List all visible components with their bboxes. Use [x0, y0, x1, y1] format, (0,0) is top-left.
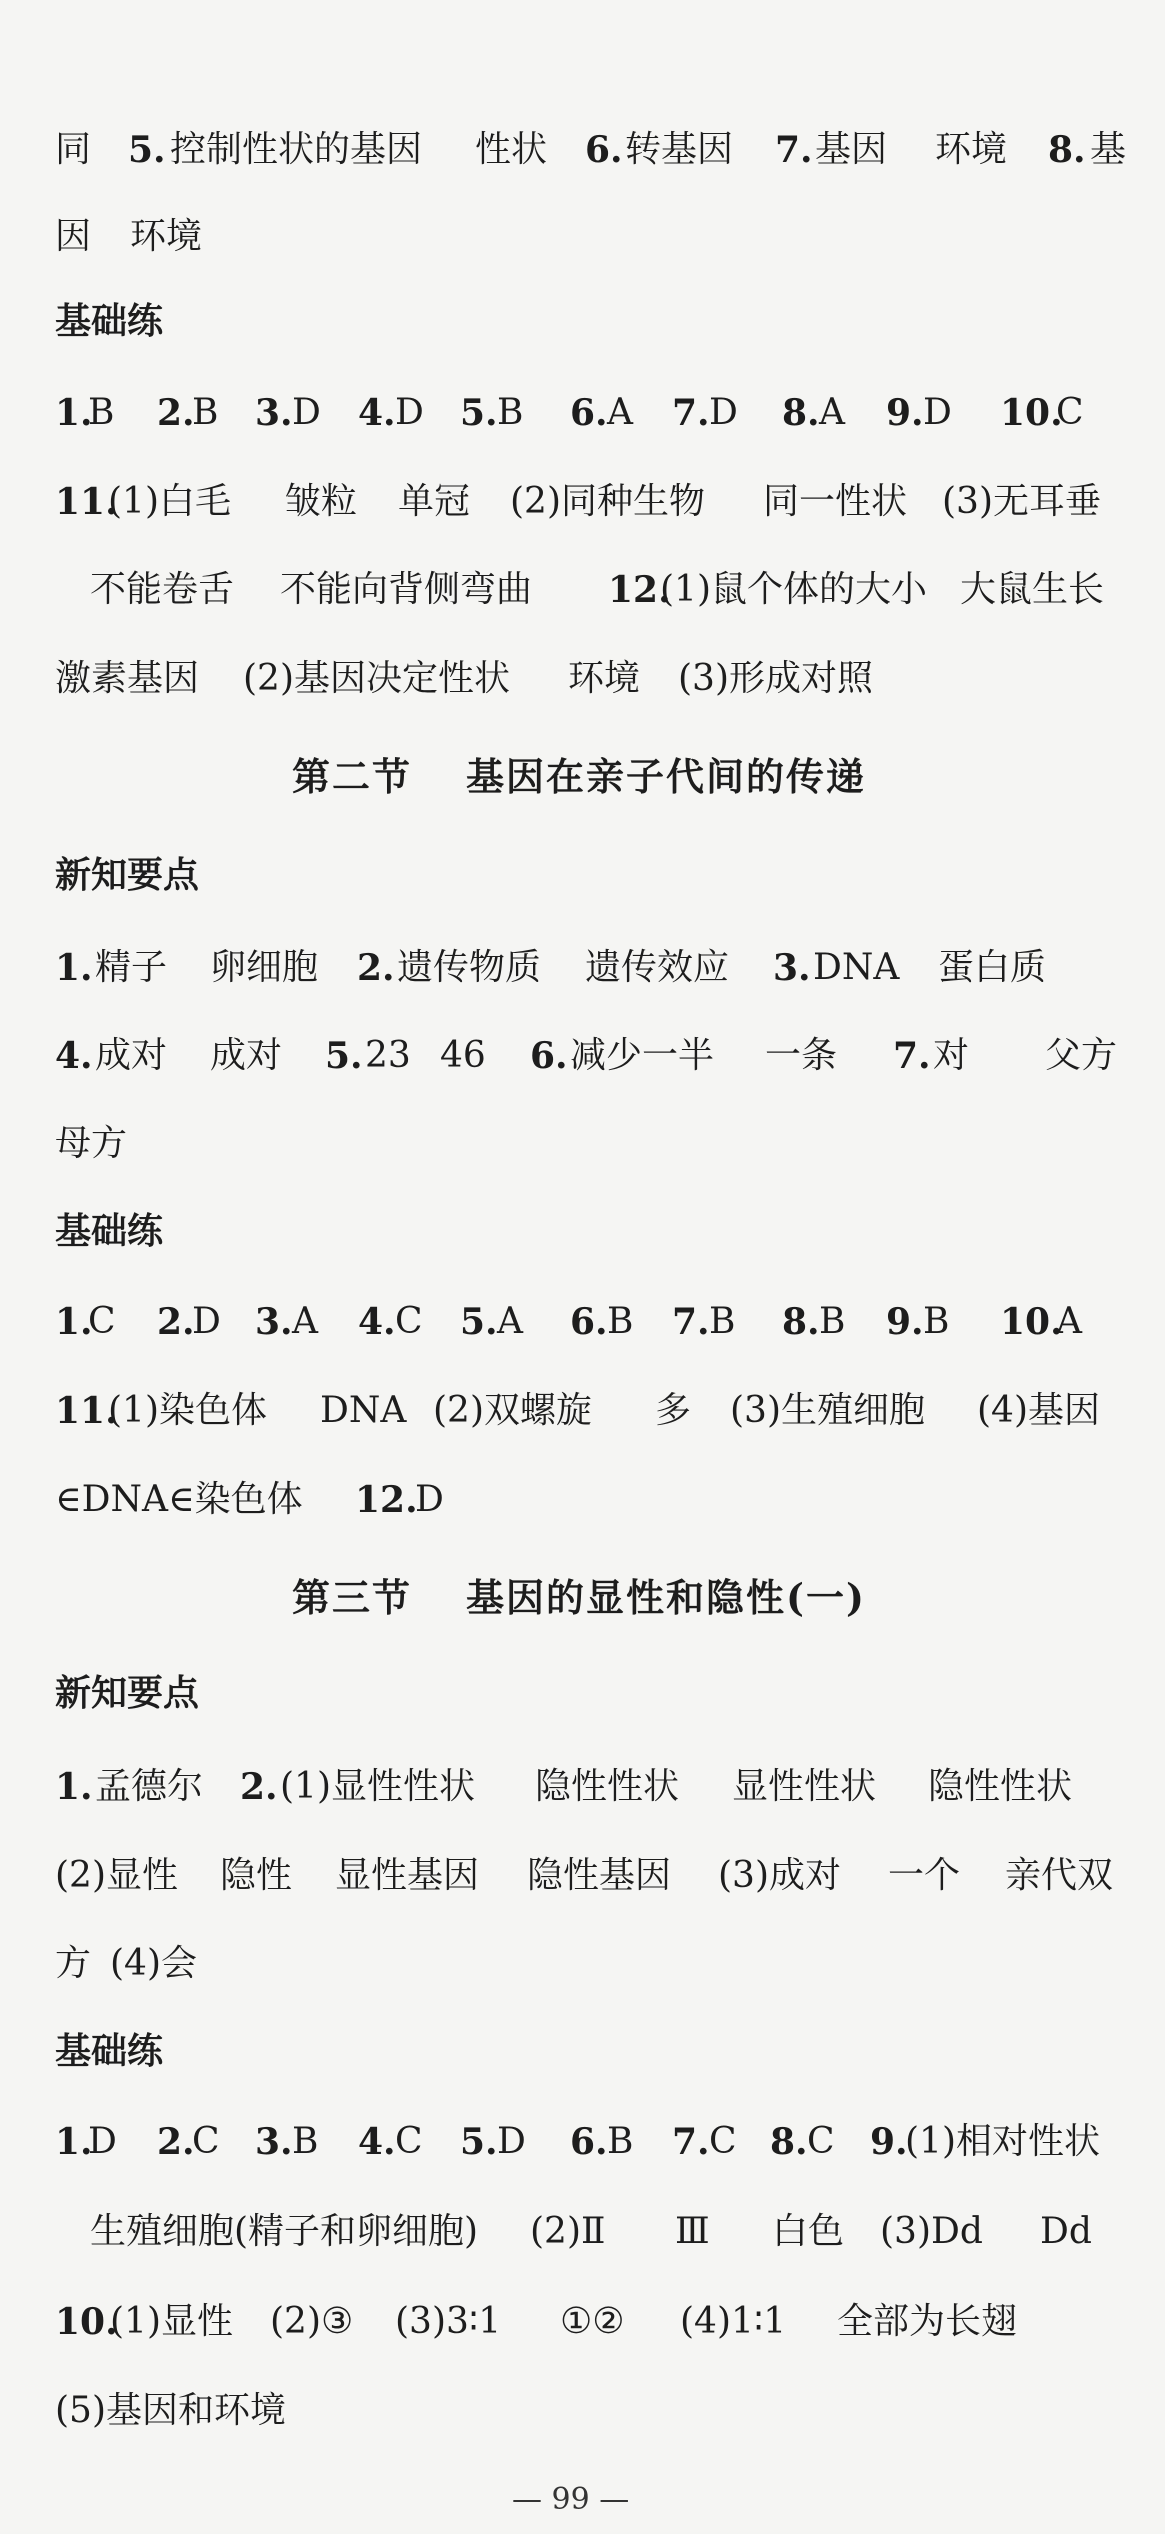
question-number: 2. — [357, 947, 395, 989]
answer-text: 对 — [933, 1035, 970, 1076]
answer-text: 环境 — [130, 216, 203, 257]
answer-text: B — [709, 1301, 736, 1342]
answer-text: (3)3∶1 — [395, 2301, 502, 2342]
answer-text: 母方 — [55, 1123, 128, 1164]
question-number: 3. — [255, 392, 293, 434]
question-number: 10. — [1000, 392, 1063, 434]
answer-text: 环境 — [935, 129, 1008, 170]
question-number: 8. — [1048, 129, 1086, 171]
answer-text: (2)同种生物 — [510, 481, 705, 522]
question-number: 8. — [782, 392, 820, 434]
answer-text: (3)无耳垂 — [942, 481, 1101, 522]
answer-text: Ⅲ — [675, 2211, 710, 2252]
question-number: 1. — [55, 2121, 93, 2163]
answer-text: (2)双螺旋 — [433, 1390, 592, 1431]
answer-text: B — [497, 392, 524, 433]
answer-text: (4)1∶1 — [680, 2301, 787, 2342]
question-number: 11. — [55, 1390, 118, 1432]
section-name: 基因在亲子代间的传递 — [466, 754, 867, 799]
question-number: 6. — [570, 1301, 608, 1343]
answer-text: (1)相对性状 — [905, 2121, 1100, 2162]
answer-text: 隐性 — [220, 1855, 293, 1896]
question-number: 9. — [886, 1301, 924, 1343]
section-title — [292, 1573, 412, 1623]
answer-text: (1)显性 — [110, 2301, 233, 2342]
answer-text: D — [709, 392, 738, 433]
question-number: 10. — [1000, 1301, 1063, 1343]
answer-text: B — [607, 1301, 634, 1342]
answer-text: 同一性状 — [763, 481, 908, 522]
answer-text: C — [709, 2121, 737, 2162]
section-subheading: 新知要点 — [55, 1673, 200, 1714]
answer-text: 显性基因 — [335, 1855, 480, 1896]
section-name: 基因的显性和隐性(一) — [466, 1575, 866, 1620]
answer-text: 同 — [55, 129, 92, 170]
question-number: 6. — [530, 1035, 568, 1077]
question-number: 5. — [460, 1301, 498, 1343]
answer-text: (5)基因和环境 — [55, 2390, 286, 2431]
answer-text: ①② — [560, 2301, 625, 2342]
answer-text: 46 — [440, 1035, 486, 1076]
question-number: 1. — [55, 392, 93, 434]
question-number: 10. — [55, 2301, 118, 2343]
answer-text: 方 — [55, 1943, 92, 1984]
question-number: 4. — [55, 1035, 93, 1077]
answer-text: 单冠 — [398, 481, 471, 522]
question-number: 5. — [325, 1035, 363, 1077]
question-number: 6. — [570, 2121, 608, 2163]
question-number: 4. — [358, 392, 396, 434]
question-number: 7. — [775, 129, 813, 171]
answer-text: 成对 — [95, 1035, 168, 1076]
answer-text: 不能向背侧弯曲 — [280, 569, 533, 610]
answer-text: 蛋白质 — [938, 947, 1047, 988]
section-subheading: 基础练 — [55, 301, 164, 342]
answer-text: A — [497, 1301, 523, 1342]
answer-text: 基 — [1090, 129, 1127, 170]
answer-text: 亲代双 — [1005, 1855, 1114, 1896]
answer-text: (1)白毛 — [108, 481, 231, 522]
answer-text: B — [607, 2121, 634, 2162]
answer-text: 精子 — [95, 947, 168, 988]
answer-text: (3)形成对照 — [678, 658, 873, 699]
answer-text: 遗传效应 — [585, 947, 730, 988]
section-subheading: 基础练 — [55, 2031, 164, 2072]
answer-text: 皱粒 — [285, 481, 358, 522]
answer-text: 遗传物质 — [397, 947, 542, 988]
answer-text: (3)Dd — [880, 2211, 983, 2252]
answer-text: B — [292, 2121, 319, 2162]
question-number: 7. — [672, 2121, 710, 2163]
question-number: 7. — [893, 1035, 931, 1077]
answer-text: 白色 — [772, 2211, 845, 2252]
question-number: 2. — [157, 2121, 195, 2163]
section-subheading: 基础练 — [55, 1211, 164, 1252]
question-number: 4. — [358, 1301, 396, 1343]
answer-text: D — [88, 2121, 117, 2162]
answer-text: C — [807, 2121, 835, 2162]
answer-text: ∈DNA∈染色体 — [55, 1479, 303, 1520]
question-number: 7. — [672, 392, 710, 434]
answer-text: 生殖细胞(精子和卵细胞) — [90, 2211, 479, 2252]
answer-text: 转基因 — [625, 129, 734, 170]
answer-text: A — [292, 1301, 318, 1342]
answer-text: 显性性状 — [732, 1766, 877, 1807]
answer-text: DNA — [813, 947, 900, 988]
answer-text: C — [192, 2121, 220, 2162]
answer-text: (4)会 — [110, 1943, 197, 1984]
answer-text: 一条 — [765, 1035, 838, 1076]
answer-text: 减少一半 — [570, 1035, 715, 1076]
answer-text: 环境 — [568, 658, 641, 699]
question-number: 8. — [782, 1301, 820, 1343]
section-subheading: 新知要点 — [55, 855, 200, 896]
answer-text: (2)③ — [270, 2301, 354, 2342]
answer-text: A — [819, 392, 845, 433]
answer-text: D — [923, 392, 952, 433]
question-number: 3. — [773, 947, 811, 989]
question-number: 6. — [570, 392, 608, 434]
answer-text: DNA — [320, 1390, 407, 1431]
answer-text: B — [819, 1301, 846, 1342]
answer-text: A — [607, 392, 633, 433]
section-title — [466, 752, 866, 802]
question-number: 4. — [358, 2121, 396, 2163]
answer-text: 隐性性状 — [535, 1766, 680, 1807]
question-number: 12. — [608, 569, 671, 611]
section-number: 第二节 — [292, 754, 413, 799]
answer-text: 隐性基因 — [527, 1855, 672, 1896]
question-number: 1. — [55, 1301, 93, 1343]
answer-text: 因 — [55, 216, 92, 257]
answer-text: 激素基因 — [55, 658, 200, 699]
question-number: 7. — [672, 1301, 710, 1343]
answer-text: (1)显性性状 — [280, 1766, 475, 1807]
answer-text: 成对 — [210, 1035, 283, 1076]
answer-text: C — [395, 1301, 423, 1342]
question-number: 2. — [157, 392, 195, 434]
page-number: — 99 — — [512, 2482, 630, 2517]
answer-text: 卵细胞 — [210, 947, 319, 988]
answer-text: D — [497, 2121, 526, 2162]
answer-text: D — [292, 392, 321, 433]
section-title — [292, 752, 412, 802]
section-number: 第三节 — [292, 1575, 413, 1620]
answer-text: 孟德尔 — [95, 1766, 204, 1807]
question-number: 8. — [770, 2121, 808, 2163]
answer-text: B — [192, 392, 219, 433]
answer-text: 23 — [365, 1035, 411, 1076]
section-title — [466, 1573, 866, 1623]
answer-text: 大鼠生长 — [960, 569, 1105, 610]
question-number: 1. — [55, 1766, 93, 1808]
answer-text: C — [1056, 392, 1084, 433]
question-number: 12. — [355, 1479, 418, 1521]
answer-text: C — [395, 2121, 423, 2162]
question-number: 3. — [255, 2121, 293, 2163]
answer-text: (1)鼠个体的大小 — [660, 569, 927, 610]
answer-text: D — [192, 1301, 221, 1342]
answer-text: 隐性性状 — [928, 1766, 1073, 1807]
question-number: 6. — [585, 129, 623, 171]
answer-text: 多 — [655, 1390, 692, 1431]
answer-text: (2)基因决定性状 — [243, 658, 510, 699]
question-number: 5. — [460, 2121, 498, 2163]
answer-text: 父方 — [1045, 1035, 1118, 1076]
answer-text: C — [88, 1301, 116, 1342]
question-number: 9. — [886, 392, 924, 434]
answer-text: (2)显性 — [55, 1855, 178, 1896]
question-number: 5. — [128, 129, 166, 171]
answer-text: (4)基因 — [977, 1390, 1100, 1431]
answer-text: B — [88, 392, 115, 433]
answer-text: B — [923, 1301, 950, 1342]
answer-text: Dd — [1040, 2211, 1092, 2252]
answer-text: 控制性状的基因 — [170, 129, 423, 170]
answer-text: 不能卷舌 — [90, 569, 235, 610]
answer-text: (1)染色体 — [108, 1390, 267, 1431]
answer-text: (3)生殖细胞 — [730, 1390, 925, 1431]
answer-text: (3)成对 — [718, 1855, 841, 1896]
question-number: 9. — [870, 2121, 908, 2163]
answer-text: D — [395, 392, 424, 433]
answer-text: A — [1056, 1301, 1082, 1342]
answer-text: 基因 — [815, 129, 888, 170]
question-number: 11. — [55, 481, 118, 523]
answer-text: 一个 — [888, 1855, 961, 1896]
question-number: 2. — [240, 1766, 278, 1808]
answer-text: (2)Ⅱ — [530, 2211, 606, 2252]
question-number: 5. — [460, 392, 498, 434]
answer-text: 性状 — [475, 129, 548, 170]
question-number: 1. — [55, 947, 93, 989]
answer-text: D — [415, 1479, 444, 1520]
answer-text: 全部为长翅 — [837, 2301, 1018, 2342]
question-number: 3. — [255, 1301, 293, 1343]
question-number: 2. — [157, 1301, 195, 1343]
